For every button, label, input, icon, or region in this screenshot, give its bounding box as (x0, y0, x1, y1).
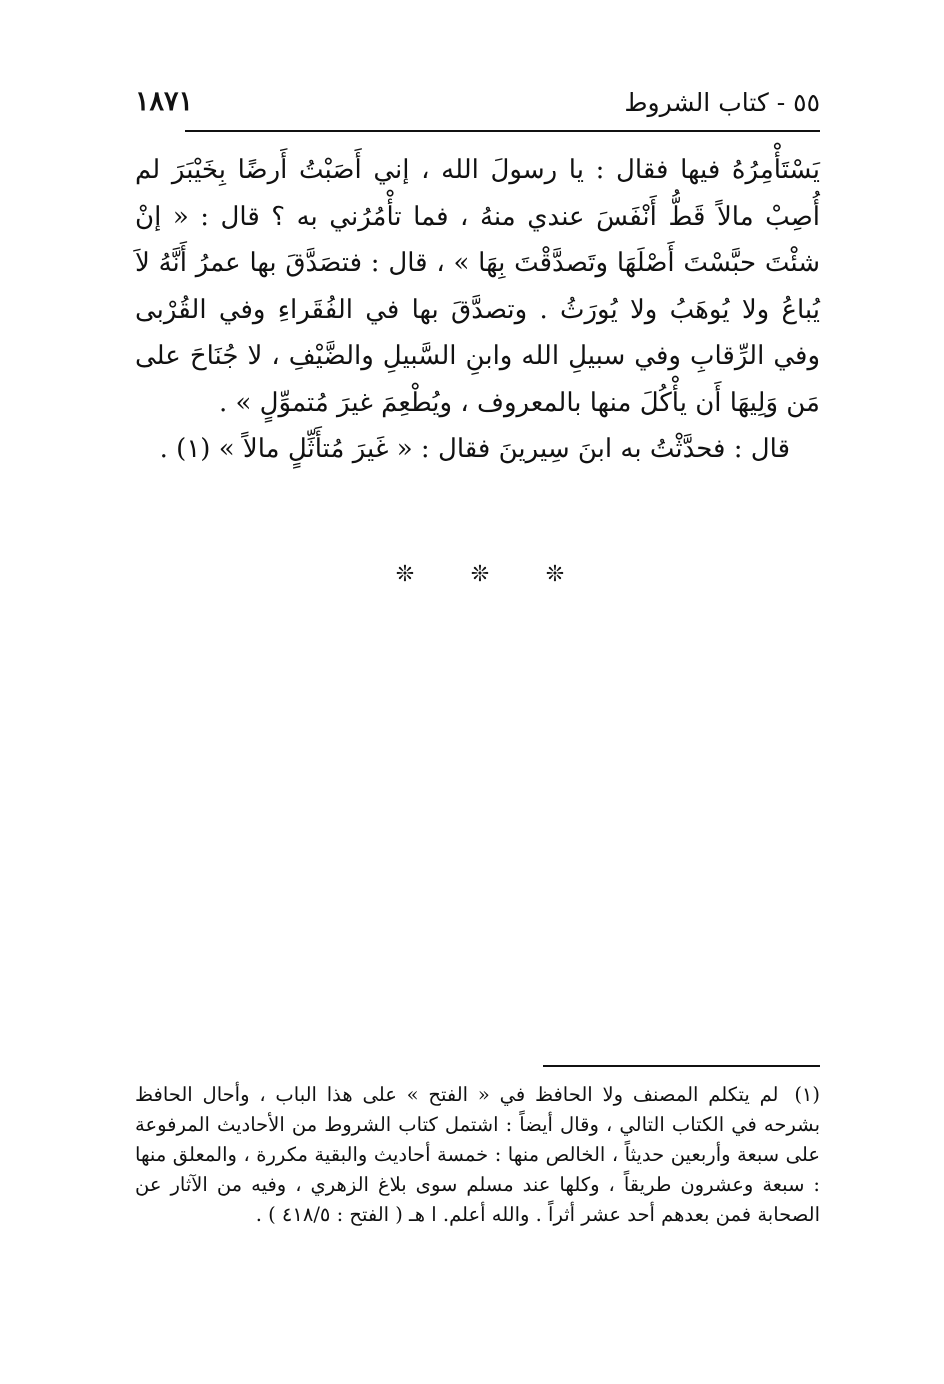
asterism-icon: ❊ (470, 562, 490, 587)
header-rule (185, 130, 820, 132)
hadith-paragraph: يَسْتَأْمِرُهُ فيها فقال : يا رسولَ الله ، إني أَصَبْتُ أَرضًا بِخَيْبَرَ لم أُصِبْ مالاً قَطُّ أَنْفَسَ عندي منهُ ، فما تأْمُرُني به ؟ قال : « إنْ شئْتَ حبَّسْتَ أَصْلَهَا وتَصدَّقْتَ بِهَا » ، قال : فتصَدَّقَ بها عمرُ أَنَّهُ لاَ يُباعُ ولا يُوهَبُ ولا يُورَثُ . وتصدَّقَ بها في الفُقَراءِ وفي القُرْبى وفي الرِّقابِ وفي سبيلِ الله وابنِ السَّبيلِ والضَّيْفِ ، لا جُنَاحَ على مَن وَلِيهَا أَن يأْكُلَ منها بالمعروف ، ويُطْعِمَ غيرَ مُتموِّلٍ » . (135, 155, 820, 418)
page-number: ١٨٧١ (135, 86, 194, 117)
hadith-paragraph-continuation: قال : فحدَّثْتُ به ابنَ سِيرينَ فقال : « غَيرَ مُتأَثِّلٍ مالاً » (١) . (159, 434, 790, 464)
main-text (135, 147, 820, 473)
section-separator (390, 562, 570, 592)
footnote (135, 1080, 820, 1230)
asterism-icon: ❊ (395, 562, 415, 587)
footnote-rule (543, 1065, 820, 1067)
page-header (135, 88, 820, 128)
asterism-icon: ❊ (545, 562, 565, 587)
footnote-marker: (١) (794, 1083, 821, 1106)
footnote-text: لم يتكلم المصنف ولا الحافظ في « الفتح » على هذا الباب ، وأحال الحافظ بشرحه في الكتاب التالي ، وقال أيضاً : اشتمل كتاب الشروط من الأحاديث المرفوعة على سبعة وأربعين حديثاً ، الخالص منها : خمسة أحاديث والبقية مكررة ، والمعلق منها : سبعة وعشرون طريقاً ، وكلها عند مسلم سوى بلاغ الزهري ، وفيه من الآثار عن الصحابة فمن بعدهم أحد عشر أثراً . والله أعلم. ا هـ ( الفتح : ٤١٨/٥ ) . (135, 1083, 820, 1226)
chapter-title: ٥٥ - كتاب الشروط (624, 88, 820, 117)
